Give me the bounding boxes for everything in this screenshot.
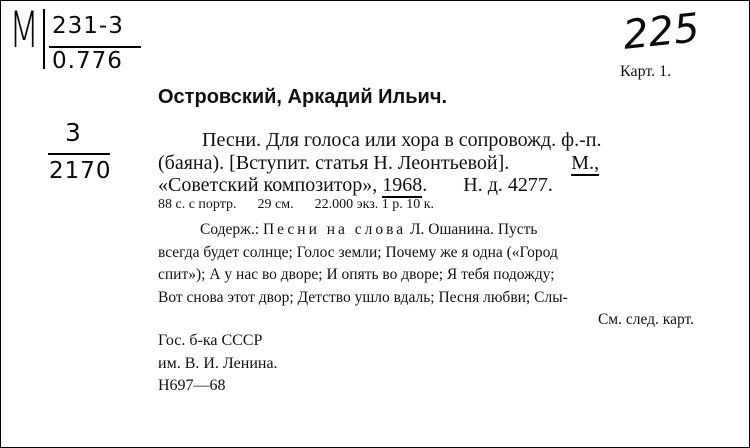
publisher-city: M.,: [571, 151, 600, 174]
handwritten-shelf-code-bottom: 0.776: [52, 48, 123, 74]
handwritten-letter: M: [9, 1, 38, 59]
title-description: [158, 129, 694, 197]
card-number-label: Карт. 1.: [620, 63, 672, 80]
contents-spaced-text: Песни на слова: [262, 221, 407, 238]
library-line: Гос. б-ка СССР: [158, 332, 263, 349]
handwritten-shelf-code-top: 231-3: [52, 13, 124, 39]
description-line: [158, 174, 694, 197]
description-line: [158, 152, 694, 175]
continuation-note: См. след. карт.: [597, 311, 694, 329]
library-line: им. В. И. Ленина.: [158, 354, 278, 372]
publication-year: 1968: [382, 174, 423, 196]
contents-label: Содерж.:: [200, 221, 263, 238]
music-number: Н. д. 4277.: [463, 174, 553, 196]
handwritten-corner-number: 225: [620, 5, 702, 59]
library-info: [158, 330, 278, 398]
contents-text: Л. Ошанина. Пусть: [406, 221, 538, 238]
physical-description: 88 с. с портр. 29 см. 22.000 экз. 1 р. 10 к.: [158, 197, 435, 212]
library-line: Н697—68: [158, 377, 226, 395]
handwritten-vertical-rule: [43, 9, 45, 69]
contents-line: всегда будет солнце; Голос земли; Почему же я одна («Город: [158, 243, 558, 261]
publisher-name: «Советский композитор»,: [158, 174, 383, 196]
description-text: (баяна). [Вступит. статья Н. Леонтьевой].: [158, 151, 510, 174]
contents-line: [158, 219, 696, 242]
contents-line: Вот снова этот двор; Детство ушло вдаль; Песня любви; Слы-: [158, 288, 568, 306]
author-heading: Островский, Аркадий Ильич.: [158, 86, 448, 108]
contents-line: спит»); А у нас во дворе; И опять во дворе; Я тебя подожду;: [158, 266, 555, 284]
contents-note: [158, 219, 696, 332]
year-period: .: [422, 174, 428, 196]
handwritten-rule-fraction: [48, 153, 110, 155]
handwritten-number-bottom: 2170: [49, 158, 112, 184]
description-line: Песни. Для голоса или хора в сопровожд. ф.-п.: [202, 129, 602, 151]
handwritten-number-top: 3: [65, 118, 81, 147]
